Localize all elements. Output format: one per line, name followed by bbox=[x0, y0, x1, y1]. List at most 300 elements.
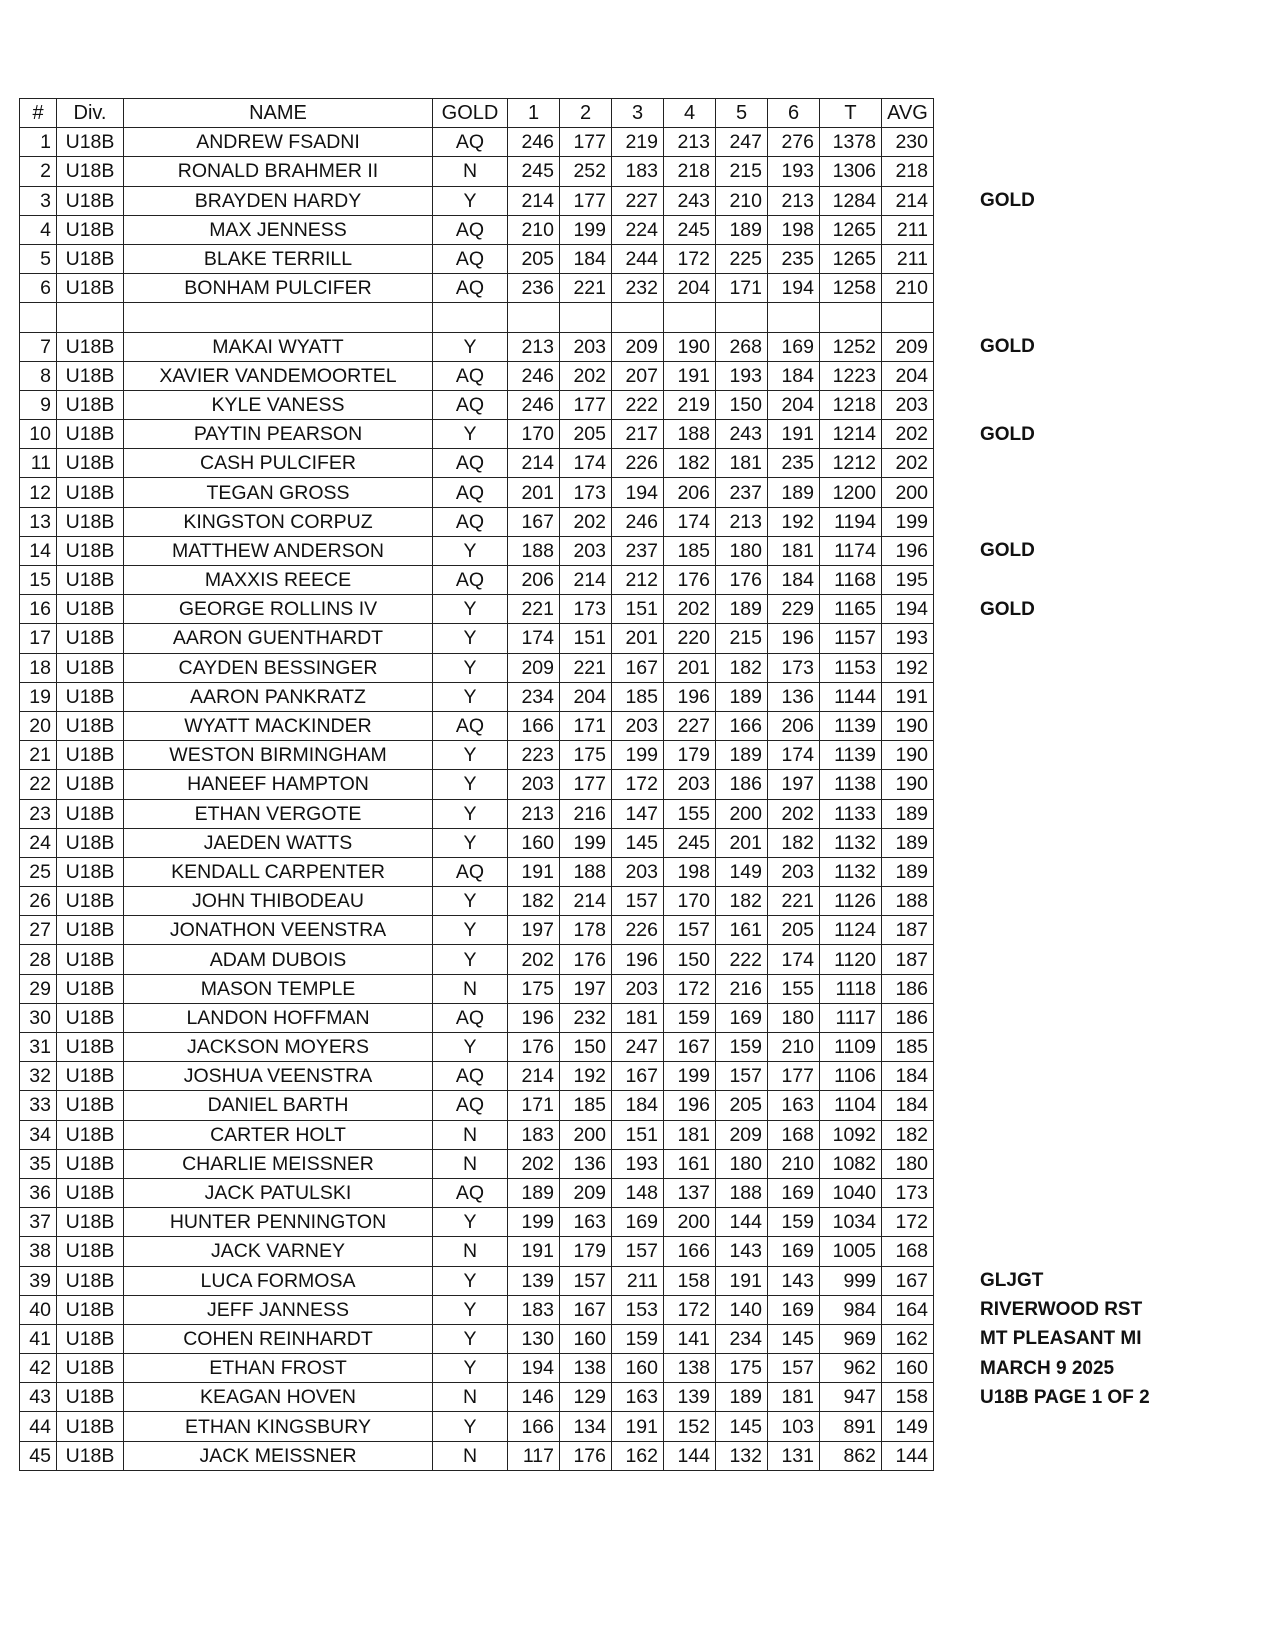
div-cell: U18B bbox=[57, 449, 124, 478]
rank-cell: 6 bbox=[20, 274, 57, 303]
row-side-note: RIVERWOOD RST bbox=[980, 1299, 1143, 1321]
game-4-cell: 139 bbox=[664, 1383, 716, 1412]
game-2-cell: 173 bbox=[560, 595, 612, 624]
game-2-cell: 179 bbox=[560, 1237, 612, 1266]
name-cell: ETHAN KINGSBURY bbox=[124, 1412, 433, 1441]
game-3-cell: 232 bbox=[612, 274, 664, 303]
game-5-cell: 180 bbox=[716, 1149, 768, 1178]
rank-cell: 20 bbox=[20, 711, 57, 740]
name-cell: WYATT MACKINDER bbox=[124, 711, 433, 740]
game-1-cell: 117 bbox=[508, 1441, 560, 1470]
table-row bbox=[20, 215, 934, 244]
name-cell: PAYTIN PEARSON bbox=[124, 420, 433, 449]
average-cell: 204 bbox=[882, 361, 934, 390]
total-cell: 862 bbox=[820, 1441, 882, 1470]
game-6-cell: 174 bbox=[768, 945, 820, 974]
name-cell: CASH PULCIFER bbox=[124, 449, 433, 478]
average-cell: 149 bbox=[882, 1412, 934, 1441]
table-row bbox=[20, 1441, 934, 1470]
total-cell: 1174 bbox=[820, 536, 882, 565]
name-cell: CARTER HOLT bbox=[124, 1120, 433, 1149]
game-1-cell: 176 bbox=[508, 1033, 560, 1062]
empty-cell bbox=[433, 303, 508, 332]
game-6-cell: 205 bbox=[768, 916, 820, 945]
game-5-cell: 149 bbox=[716, 857, 768, 886]
game-2-cell: 202 bbox=[560, 361, 612, 390]
game-5-cell: 189 bbox=[716, 595, 768, 624]
results-body bbox=[20, 128, 934, 1471]
gold-cell: Y bbox=[433, 624, 508, 653]
name-cell: JEFF JANNESS bbox=[124, 1295, 433, 1324]
total-cell: 1133 bbox=[820, 799, 882, 828]
total-cell: 1223 bbox=[820, 361, 882, 390]
row-side-note: GOLD bbox=[980, 598, 1035, 620]
name-cell: XAVIER VANDEMOORTEL bbox=[124, 361, 433, 390]
gold-cell: N bbox=[433, 1383, 508, 1412]
game-1-cell: 166 bbox=[508, 711, 560, 740]
div-cell: U18B bbox=[57, 157, 124, 186]
table-row bbox=[20, 332, 934, 361]
game-1-cell: 214 bbox=[508, 1062, 560, 1091]
game-2-cell: 232 bbox=[560, 1003, 612, 1032]
game-5-cell: 225 bbox=[716, 244, 768, 273]
game-3-cell: 147 bbox=[612, 799, 664, 828]
game-3-cell: 159 bbox=[612, 1324, 664, 1353]
gold-cell: AQ bbox=[433, 478, 508, 507]
div-cell: U18B bbox=[57, 945, 124, 974]
game-4-cell: 167 bbox=[664, 1033, 716, 1062]
name-cell: DANIEL BARTH bbox=[124, 1091, 433, 1120]
game-1-cell: 199 bbox=[508, 1208, 560, 1237]
table-row bbox=[20, 478, 934, 507]
game-1-cell: 197 bbox=[508, 916, 560, 945]
game-1-cell: 189 bbox=[508, 1178, 560, 1207]
game-6-cell: 213 bbox=[768, 186, 820, 215]
game-4-cell: 188 bbox=[664, 420, 716, 449]
game-3-cell: 203 bbox=[612, 711, 664, 740]
div-cell: U18B bbox=[57, 1178, 124, 1207]
game-4-cell: 196 bbox=[664, 682, 716, 711]
gold-cell: AQ bbox=[433, 857, 508, 886]
average-cell: 200 bbox=[882, 478, 934, 507]
name-cell: LANDON HOFFMAN bbox=[124, 1003, 433, 1032]
rank-cell: 12 bbox=[20, 478, 57, 507]
total-cell: 1082 bbox=[820, 1149, 882, 1178]
game-3-cell: 151 bbox=[612, 595, 664, 624]
rank-cell: 45 bbox=[20, 1441, 57, 1470]
game-6-cell: 143 bbox=[768, 1266, 820, 1295]
game-1-cell: 174 bbox=[508, 624, 560, 653]
game-4-cell: 174 bbox=[664, 507, 716, 536]
table-row bbox=[20, 916, 934, 945]
game-6-cell: 192 bbox=[768, 507, 820, 536]
game-3-cell: 226 bbox=[612, 449, 664, 478]
div-cell: U18B bbox=[57, 244, 124, 273]
average-cell: 188 bbox=[882, 887, 934, 916]
game-3-cell: 212 bbox=[612, 566, 664, 595]
game-3-cell: 184 bbox=[612, 1091, 664, 1120]
div-cell: U18B bbox=[57, 1295, 124, 1324]
game-3-cell: 151 bbox=[612, 1120, 664, 1149]
game-3-cell: 201 bbox=[612, 624, 664, 653]
rank-cell: 21 bbox=[20, 741, 57, 770]
col-header-game-5: 5 bbox=[716, 99, 768, 128]
empty-cell bbox=[716, 303, 768, 332]
game-3-cell: 219 bbox=[612, 128, 664, 157]
gold-cell: AQ bbox=[433, 449, 508, 478]
row-side-note: GOLD bbox=[980, 190, 1035, 212]
game-5-cell: 181 bbox=[716, 449, 768, 478]
table-row bbox=[20, 449, 934, 478]
game-1-cell: 146 bbox=[508, 1383, 560, 1412]
game-6-cell: 181 bbox=[768, 1383, 820, 1412]
rank-cell: 15 bbox=[20, 566, 57, 595]
table-row bbox=[20, 595, 934, 624]
rank-cell: 28 bbox=[20, 945, 57, 974]
game-1-cell: 194 bbox=[508, 1354, 560, 1383]
col-header-game-2: 2 bbox=[560, 99, 612, 128]
game-2-cell: 174 bbox=[560, 449, 612, 478]
average-cell: 209 bbox=[882, 332, 934, 361]
game-2-cell: 160 bbox=[560, 1324, 612, 1353]
div-cell: U18B bbox=[57, 770, 124, 799]
game-3-cell: 145 bbox=[612, 828, 664, 857]
average-cell: 194 bbox=[882, 595, 934, 624]
game-5-cell: 189 bbox=[716, 1383, 768, 1412]
total-cell: 1168 bbox=[820, 566, 882, 595]
game-2-cell: 163 bbox=[560, 1208, 612, 1237]
gold-cell: N bbox=[433, 1441, 508, 1470]
game-6-cell: 145 bbox=[768, 1324, 820, 1353]
game-6-cell: 169 bbox=[768, 1178, 820, 1207]
row-side-note: MARCH 9 2025 bbox=[980, 1357, 1115, 1379]
name-cell: WESTON BIRMINGHAM bbox=[124, 741, 433, 770]
game-2-cell: 252 bbox=[560, 157, 612, 186]
game-4-cell: 172 bbox=[664, 244, 716, 273]
game-2-cell: 216 bbox=[560, 799, 612, 828]
name-cell: JACK VARNEY bbox=[124, 1237, 433, 1266]
average-cell: 210 bbox=[882, 274, 934, 303]
name-cell: JACKSON MOYERS bbox=[124, 1033, 433, 1062]
game-6-cell: 198 bbox=[768, 215, 820, 244]
total-cell: 1194 bbox=[820, 507, 882, 536]
gold-cell: Y bbox=[433, 1412, 508, 1441]
table-row bbox=[20, 799, 934, 828]
total-cell: 1212 bbox=[820, 449, 882, 478]
gold-cell: Y bbox=[433, 916, 508, 945]
div-cell: U18B bbox=[57, 1412, 124, 1441]
name-cell: ADAM DUBOIS bbox=[124, 945, 433, 974]
total-cell: 1378 bbox=[820, 128, 882, 157]
game-4-cell: 219 bbox=[664, 390, 716, 419]
game-5-cell: 209 bbox=[716, 1120, 768, 1149]
col-header-total: T bbox=[820, 99, 882, 128]
average-cell: 180 bbox=[882, 1149, 934, 1178]
gold-cell: Y bbox=[433, 1033, 508, 1062]
game-1-cell: 166 bbox=[508, 1412, 560, 1441]
game-1-cell: 209 bbox=[508, 653, 560, 682]
game-5-cell: 216 bbox=[716, 974, 768, 1003]
game-4-cell: 206 bbox=[664, 478, 716, 507]
name-cell: GEORGE ROLLINS IV bbox=[124, 595, 433, 624]
game-4-cell: 227 bbox=[664, 711, 716, 740]
average-cell: 211 bbox=[882, 244, 934, 273]
total-cell: 1165 bbox=[820, 595, 882, 624]
gold-cell: Y bbox=[433, 1324, 508, 1353]
game-2-cell: 150 bbox=[560, 1033, 612, 1062]
average-cell: 167 bbox=[882, 1266, 934, 1295]
game-4-cell: 204 bbox=[664, 274, 716, 303]
game-4-cell: 185 bbox=[664, 536, 716, 565]
row-side-note: GOLD bbox=[980, 540, 1035, 562]
col-header-div: Div. bbox=[57, 99, 124, 128]
game-1-cell: 213 bbox=[508, 332, 560, 361]
table-row bbox=[20, 1178, 934, 1207]
table-row bbox=[20, 624, 934, 653]
div-cell: U18B bbox=[57, 1062, 124, 1091]
name-cell: RONALD BRAHMER II bbox=[124, 157, 433, 186]
game-2-cell: 203 bbox=[560, 332, 612, 361]
div-cell: U18B bbox=[57, 711, 124, 740]
row-side-note: GOLD bbox=[980, 336, 1035, 357]
game-3-cell: 169 bbox=[612, 1208, 664, 1237]
table-row bbox=[20, 770, 934, 799]
total-cell: 1265 bbox=[820, 215, 882, 244]
total-cell: 1284 bbox=[820, 186, 882, 215]
game-5-cell: 143 bbox=[716, 1237, 768, 1266]
rank-cell: 14 bbox=[20, 536, 57, 565]
game-4-cell: 191 bbox=[664, 361, 716, 390]
name-cell: ETHAN FROST bbox=[124, 1354, 433, 1383]
game-4-cell: 152 bbox=[664, 1412, 716, 1441]
game-1-cell: 203 bbox=[508, 770, 560, 799]
average-cell: 160 bbox=[882, 1354, 934, 1383]
rank-cell: 32 bbox=[20, 1062, 57, 1091]
name-cell: JOSHUA VEENSTRA bbox=[124, 1062, 433, 1091]
name-cell: BLAKE TERRILL bbox=[124, 244, 433, 273]
name-cell: JACK MEISSNER bbox=[124, 1441, 433, 1470]
total-cell: 1214 bbox=[820, 420, 882, 449]
table-row bbox=[20, 420, 934, 449]
table-row bbox=[20, 1354, 934, 1383]
col-header-game-3: 3 bbox=[612, 99, 664, 128]
game-3-cell: 181 bbox=[612, 1003, 664, 1032]
total-cell: 1139 bbox=[820, 711, 882, 740]
blank-separator-row bbox=[20, 303, 934, 332]
name-cell: MAX JENNESS bbox=[124, 215, 433, 244]
game-5-cell: 243 bbox=[716, 420, 768, 449]
average-cell: 186 bbox=[882, 974, 934, 1003]
table-row bbox=[20, 244, 934, 273]
game-3-cell: 203 bbox=[612, 857, 664, 886]
table-row bbox=[20, 1295, 934, 1324]
empty-cell bbox=[57, 303, 124, 332]
div-cell: U18B bbox=[57, 1120, 124, 1149]
game-6-cell: 189 bbox=[768, 478, 820, 507]
gold-cell: AQ bbox=[433, 1062, 508, 1091]
game-5-cell: 222 bbox=[716, 945, 768, 974]
game-6-cell: 169 bbox=[768, 1295, 820, 1324]
game-2-cell: 138 bbox=[560, 1354, 612, 1383]
game-2-cell: 185 bbox=[560, 1091, 612, 1120]
game-2-cell: 175 bbox=[560, 741, 612, 770]
empty-cell bbox=[20, 303, 57, 332]
game-5-cell: 180 bbox=[716, 536, 768, 565]
game-6-cell: 206 bbox=[768, 711, 820, 740]
game-2-cell: 177 bbox=[560, 186, 612, 215]
rank-cell: 25 bbox=[20, 857, 57, 886]
name-cell: TEGAN GROSS bbox=[124, 478, 433, 507]
table-row bbox=[20, 682, 934, 711]
total-cell: 1005 bbox=[820, 1237, 882, 1266]
game-5-cell: 150 bbox=[716, 390, 768, 419]
gold-cell: AQ bbox=[433, 128, 508, 157]
average-cell: 164 bbox=[882, 1295, 934, 1324]
average-cell: 185 bbox=[882, 1033, 934, 1062]
game-1-cell: 214 bbox=[508, 449, 560, 478]
game-1-cell: 202 bbox=[508, 945, 560, 974]
rank-cell: 40 bbox=[20, 1295, 57, 1324]
average-cell: 172 bbox=[882, 1208, 934, 1237]
col-header-gold: GOLD bbox=[433, 99, 508, 128]
game-3-cell: 160 bbox=[612, 1354, 664, 1383]
gold-cell: Y bbox=[433, 770, 508, 799]
average-cell: 189 bbox=[882, 799, 934, 828]
game-6-cell: 193 bbox=[768, 157, 820, 186]
div-cell: U18B bbox=[57, 186, 124, 215]
gold-cell: AQ bbox=[433, 1003, 508, 1032]
game-4-cell: 201 bbox=[664, 653, 716, 682]
game-4-cell: 218 bbox=[664, 157, 716, 186]
average-cell: 158 bbox=[882, 1383, 934, 1412]
game-6-cell: 155 bbox=[768, 974, 820, 1003]
total-cell: 1144 bbox=[820, 682, 882, 711]
game-6-cell: 196 bbox=[768, 624, 820, 653]
col-header-name: NAME bbox=[124, 99, 433, 128]
rank-cell: 9 bbox=[20, 390, 57, 419]
game-5-cell: 237 bbox=[716, 478, 768, 507]
game-2-cell: 204 bbox=[560, 682, 612, 711]
name-cell: AARON PANKRATZ bbox=[124, 682, 433, 711]
div-cell: U18B bbox=[57, 566, 124, 595]
results-table bbox=[19, 98, 934, 1471]
total-cell: 1139 bbox=[820, 741, 882, 770]
total-cell: 1126 bbox=[820, 887, 882, 916]
div-cell: U18B bbox=[57, 741, 124, 770]
game-6-cell: 177 bbox=[768, 1062, 820, 1091]
game-6-cell: 202 bbox=[768, 799, 820, 828]
game-5-cell: 161 bbox=[716, 916, 768, 945]
rank-cell: 17 bbox=[20, 624, 57, 653]
gold-cell: N bbox=[433, 1149, 508, 1178]
table-row bbox=[20, 653, 934, 682]
empty-cell bbox=[820, 303, 882, 332]
average-cell: 196 bbox=[882, 536, 934, 565]
game-5-cell: 205 bbox=[716, 1091, 768, 1120]
total-cell: 969 bbox=[820, 1324, 882, 1353]
game-1-cell: 201 bbox=[508, 478, 560, 507]
average-cell: 184 bbox=[882, 1091, 934, 1120]
game-1-cell: 191 bbox=[508, 857, 560, 886]
game-3-cell: 211 bbox=[612, 1266, 664, 1295]
game-1-cell: 191 bbox=[508, 1237, 560, 1266]
gold-cell: N bbox=[433, 1237, 508, 1266]
gold-cell: Y bbox=[433, 741, 508, 770]
game-2-cell: 209 bbox=[560, 1178, 612, 1207]
col-header-rank: # bbox=[20, 99, 57, 128]
game-4-cell: 179 bbox=[664, 741, 716, 770]
gold-cell: Y bbox=[433, 1295, 508, 1324]
gold-cell: Y bbox=[433, 1266, 508, 1295]
game-5-cell: 201 bbox=[716, 828, 768, 857]
game-4-cell: 245 bbox=[664, 215, 716, 244]
game-4-cell: 176 bbox=[664, 566, 716, 595]
game-3-cell: 162 bbox=[612, 1441, 664, 1470]
game-2-cell: 203 bbox=[560, 536, 612, 565]
rank-cell: 27 bbox=[20, 916, 57, 945]
game-5-cell: 234 bbox=[716, 1324, 768, 1353]
gold-cell: AQ bbox=[433, 361, 508, 390]
game-6-cell: 210 bbox=[768, 1149, 820, 1178]
game-1-cell: 183 bbox=[508, 1295, 560, 1324]
rank-cell: 29 bbox=[20, 974, 57, 1003]
gold-cell: AQ bbox=[433, 390, 508, 419]
game-6-cell: 181 bbox=[768, 536, 820, 565]
game-3-cell: 191 bbox=[612, 1412, 664, 1441]
total-cell: 984 bbox=[820, 1295, 882, 1324]
game-4-cell: 213 bbox=[664, 128, 716, 157]
game-5-cell: 140 bbox=[716, 1295, 768, 1324]
empty-cell bbox=[560, 303, 612, 332]
game-4-cell: 199 bbox=[664, 1062, 716, 1091]
rank-cell: 33 bbox=[20, 1091, 57, 1120]
game-5-cell: 200 bbox=[716, 799, 768, 828]
game-4-cell: 243 bbox=[664, 186, 716, 215]
div-cell: U18B bbox=[57, 332, 124, 361]
name-cell: MATTHEW ANDERSON bbox=[124, 536, 433, 565]
game-2-cell: 177 bbox=[560, 390, 612, 419]
game-1-cell: 139 bbox=[508, 1266, 560, 1295]
table-row bbox=[20, 1383, 934, 1412]
name-cell: COHEN REINHARDT bbox=[124, 1324, 433, 1353]
game-4-cell: 190 bbox=[664, 332, 716, 361]
game-3-cell: 157 bbox=[612, 887, 664, 916]
gold-cell: Y bbox=[433, 332, 508, 361]
total-cell: 1265 bbox=[820, 244, 882, 273]
game-6-cell: 180 bbox=[768, 1003, 820, 1032]
game-4-cell: 170 bbox=[664, 887, 716, 916]
game-2-cell: 176 bbox=[560, 1441, 612, 1470]
average-cell: 186 bbox=[882, 1003, 934, 1032]
name-cell: JONATHON VEENSTRA bbox=[124, 916, 433, 945]
rank-cell: 35 bbox=[20, 1149, 57, 1178]
game-2-cell: 188 bbox=[560, 857, 612, 886]
total-cell: 962 bbox=[820, 1354, 882, 1383]
game-6-cell: 159 bbox=[768, 1208, 820, 1237]
game-6-cell: 131 bbox=[768, 1441, 820, 1470]
name-cell: JOHN THIBODEAU bbox=[124, 887, 433, 916]
game-5-cell: 171 bbox=[716, 274, 768, 303]
div-cell: U18B bbox=[57, 799, 124, 828]
game-4-cell: 159 bbox=[664, 1003, 716, 1032]
game-6-cell: 173 bbox=[768, 653, 820, 682]
game-1-cell: 206 bbox=[508, 566, 560, 595]
row-side-note: GOLD bbox=[980, 423, 1035, 445]
game-4-cell: 161 bbox=[664, 1149, 716, 1178]
rank-cell: 44 bbox=[20, 1412, 57, 1441]
game-4-cell: 198 bbox=[664, 857, 716, 886]
game-5-cell: 176 bbox=[716, 566, 768, 595]
